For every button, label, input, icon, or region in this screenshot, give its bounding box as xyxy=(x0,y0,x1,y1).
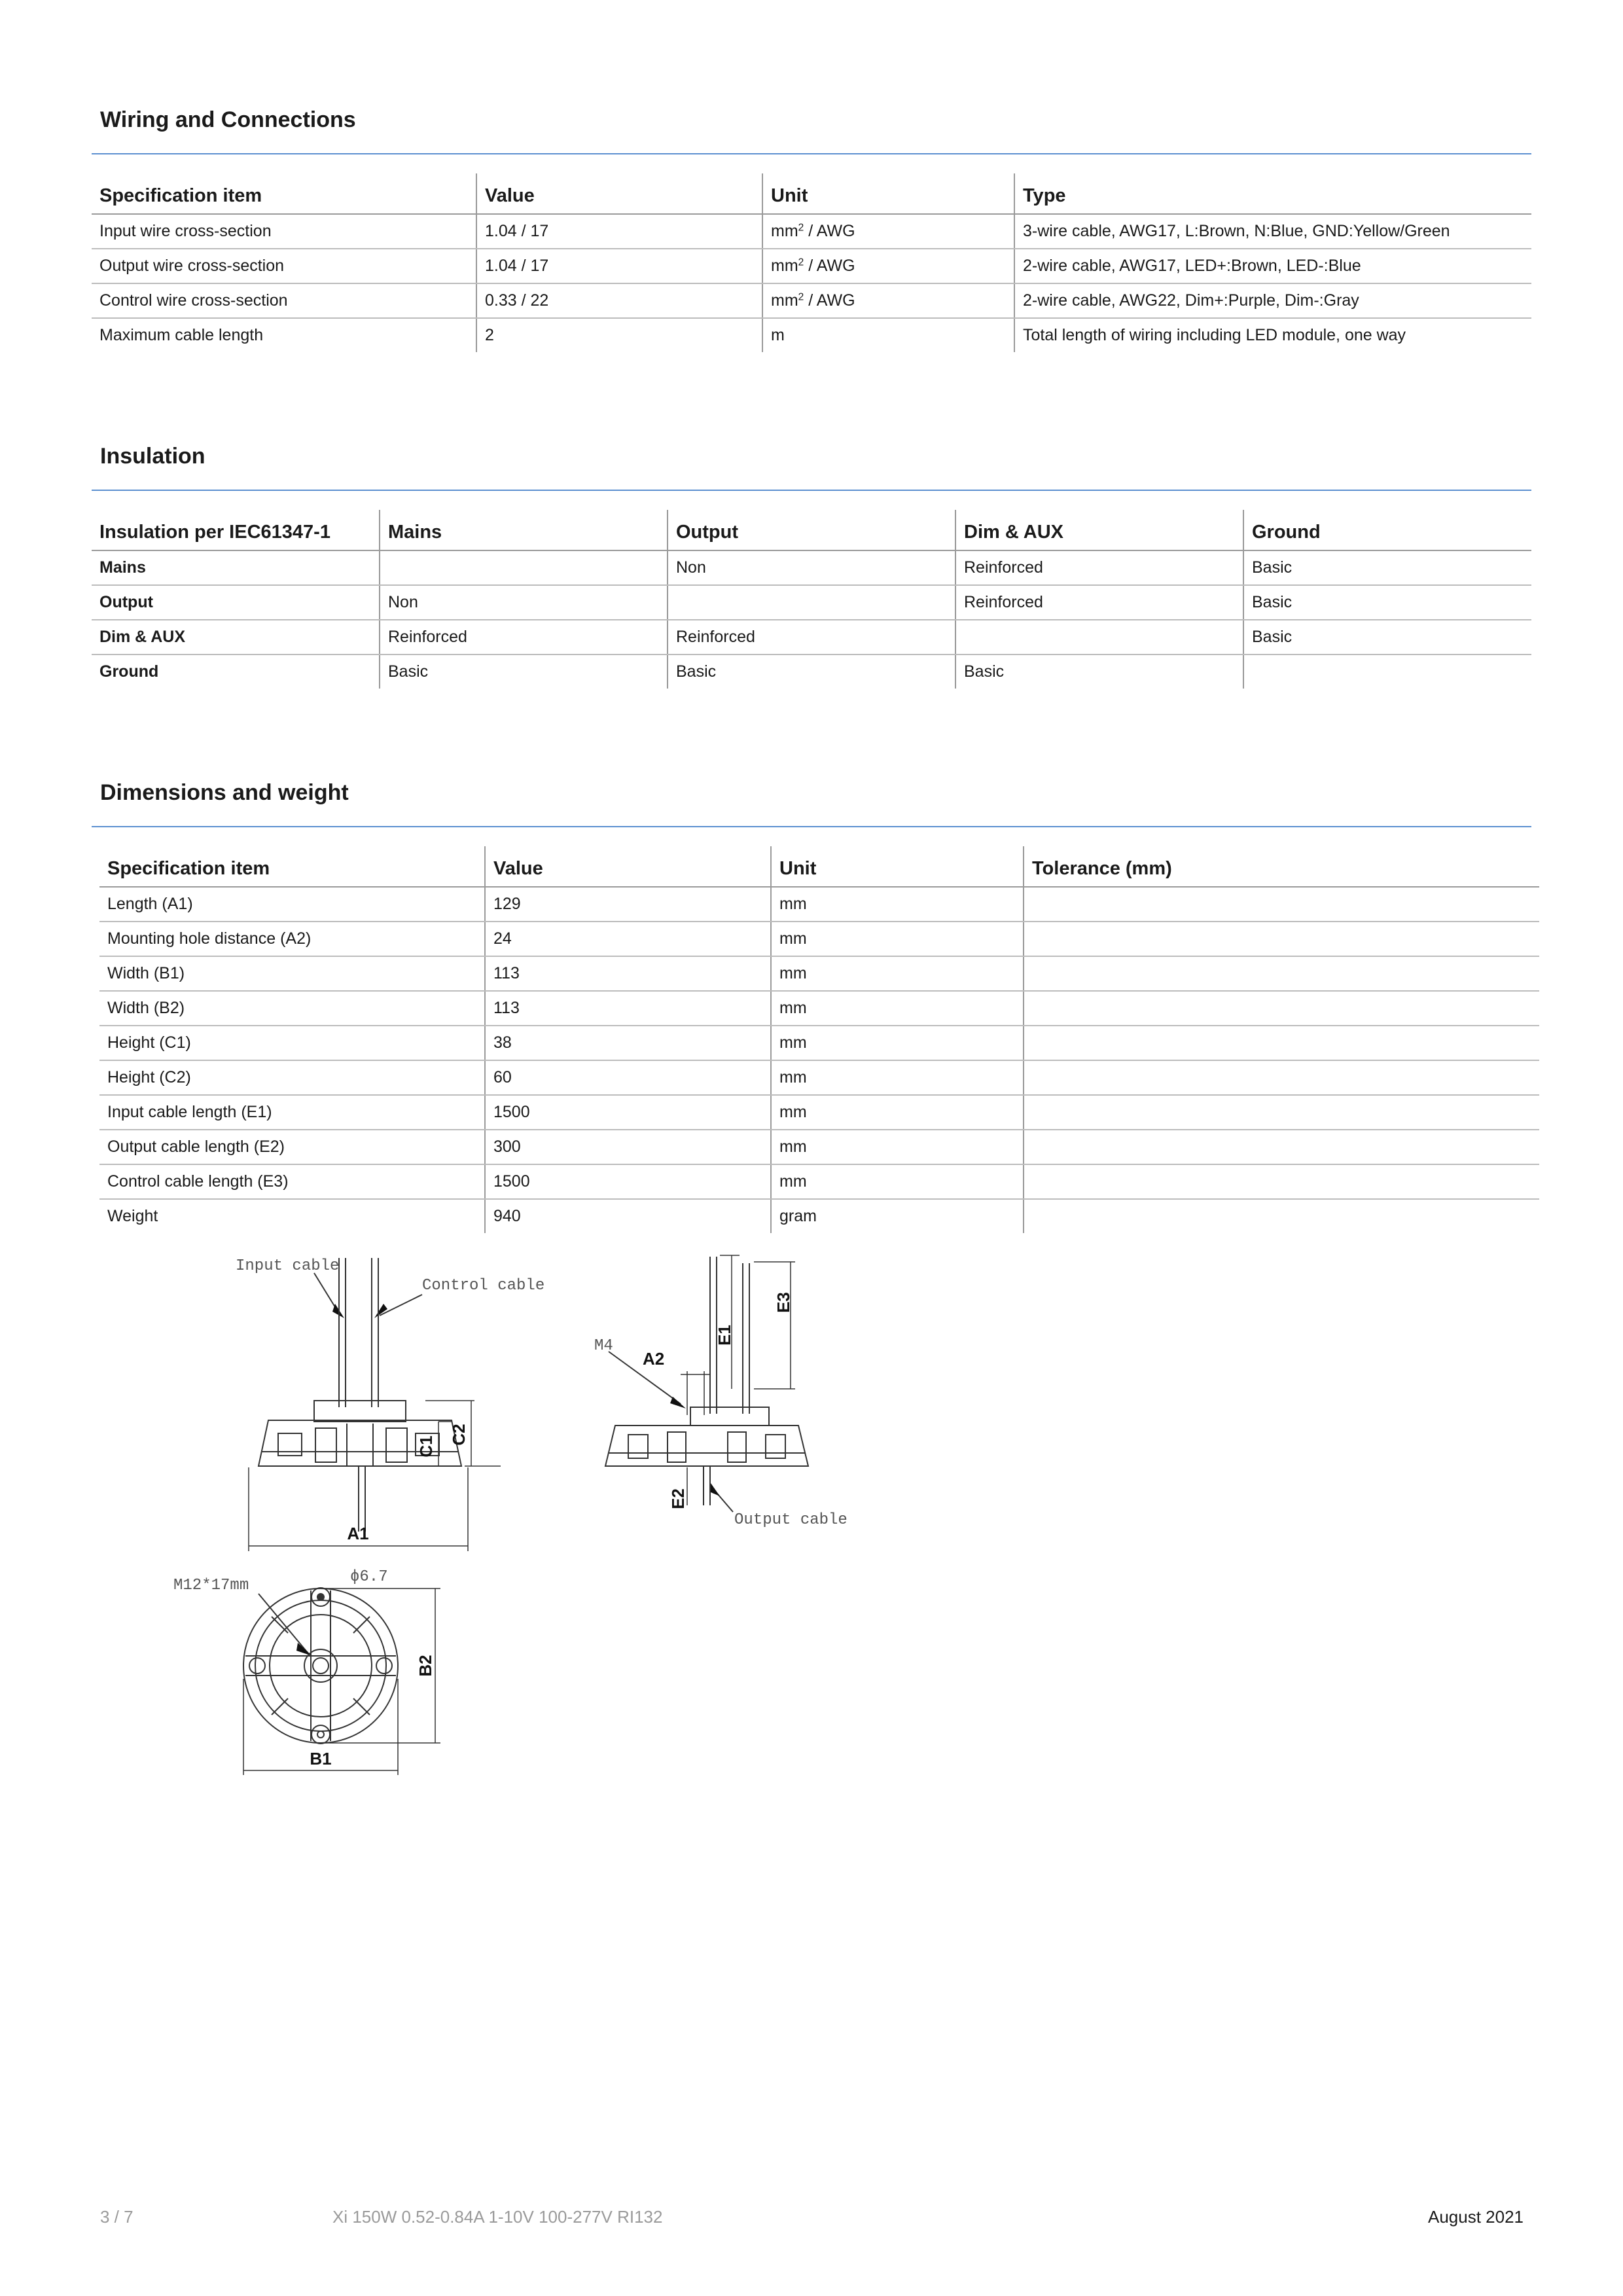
table-row xyxy=(99,1095,1539,1130)
table-cell: Mounting hole distance (A2) xyxy=(99,922,485,956)
table-cell: Input cable length (E1) xyxy=(99,1095,485,1130)
table-cell: Reinforced xyxy=(955,550,1243,585)
table-cell: $mm^2$ / AWG xyxy=(762,249,1014,283)
side-view-drawing xyxy=(164,1244,556,1558)
table-cell xyxy=(1024,1164,1539,1199)
footer-date: August 2021 xyxy=(1428,2207,1524,2227)
table-cell: 2-wire cable, AWG22, Dim+:Purple, Dim-:Gray xyxy=(1014,283,1531,318)
dim-a1-label: A1 xyxy=(347,1524,369,1543)
table-cell: Basic xyxy=(668,655,955,689)
table-cell: 24 xyxy=(485,922,771,956)
table-cell: 940 xyxy=(485,1199,771,1233)
table-cell: m xyxy=(762,318,1014,352)
table-cell xyxy=(1024,956,1539,991)
table-header-row xyxy=(99,846,1539,887)
table-cell: 113 xyxy=(485,991,771,1026)
table-header-row xyxy=(92,510,1531,550)
table-cell: mm xyxy=(771,1026,1024,1060)
row-header: Mains xyxy=(92,550,380,585)
footer-page-number: 3 / 7 xyxy=(100,2207,134,2227)
column-header: Unit xyxy=(762,173,1014,214)
dimensions-table xyxy=(99,846,1539,1233)
table-cell: Non xyxy=(668,550,955,585)
table-cell: mm xyxy=(771,1095,1024,1130)
table-cell: mm xyxy=(771,922,1024,956)
table-cell: Basic xyxy=(955,655,1243,689)
table-cell: gram xyxy=(771,1199,1024,1233)
table-cell: Basic xyxy=(380,655,668,689)
table-cell: 2 xyxy=(476,318,762,352)
table-cell: $mm^2$ / AWG xyxy=(762,214,1014,249)
hole-label: ϕ6.7 xyxy=(350,1568,388,1586)
table-cell: 1.04 / 17 xyxy=(476,249,762,283)
m4-label: M4 xyxy=(594,1337,613,1355)
insulation-table xyxy=(92,510,1531,689)
table-row xyxy=(99,956,1539,991)
table-cell: Output cable length (E2) xyxy=(99,1130,485,1164)
table-cell: Maximum cable length xyxy=(99,326,264,344)
column-header: Insulation per IEC61347-1 xyxy=(92,510,380,550)
table-row xyxy=(99,1199,1539,1233)
table-cell: $mm^2$ / AWG xyxy=(762,283,1014,318)
control-cable-label: Control cable xyxy=(422,1277,545,1295)
column-header: Value xyxy=(476,173,762,214)
table-cell: Height (C2) xyxy=(99,1060,485,1095)
table-cell xyxy=(1243,655,1531,689)
table-cell: Output wire cross-section xyxy=(92,249,476,283)
dim-c1-label: C1 xyxy=(416,1435,436,1458)
column-header: Tolerance (mm) xyxy=(1024,846,1539,887)
column-header: Ground xyxy=(1243,510,1531,550)
table-cell: Reinforced xyxy=(955,585,1243,620)
column-header: Specification item xyxy=(99,846,485,887)
table-row xyxy=(92,249,1531,283)
table-cell: Width (B1) xyxy=(99,956,485,991)
dim-b2-label: B2 xyxy=(416,1655,435,1677)
table-cell xyxy=(668,585,955,620)
table-cell: 3-wire cable, AWG17, L:Brown, N:Blue, GND:Yellow/Green xyxy=(1014,214,1531,249)
table-cell: Reinforced xyxy=(668,620,955,655)
table-row xyxy=(92,283,1531,318)
column-header: Mains xyxy=(380,510,668,550)
table-cell: Non xyxy=(380,585,668,620)
table-cell: Control cable length (E3) xyxy=(99,1164,485,1199)
table-cell: 1.04 / 17 xyxy=(476,214,762,249)
table-cell xyxy=(955,620,1243,655)
dim-b1-label: B1 xyxy=(310,1749,332,1768)
section-title-dimensions: Dimensions and weight xyxy=(100,780,349,805)
footer-product-name: Xi 150W 0.52-0.84A 1-10V 100-277V RI132 xyxy=(332,2207,663,2227)
section-rule xyxy=(92,826,1531,827)
table-cell: Reinforced xyxy=(380,620,668,655)
table-cell xyxy=(1024,922,1539,956)
table-cell: mm xyxy=(771,1060,1024,1095)
table-row xyxy=(99,922,1539,956)
table-cell xyxy=(1024,887,1539,922)
column-header: Value xyxy=(485,846,771,887)
table-cell xyxy=(1024,1060,1539,1095)
table-cell: 2-wire cable, AWG17, LED+:Brown, LED-:Blue xyxy=(1014,249,1531,283)
dim-e3-label: E3 xyxy=(774,1292,793,1313)
table-cell: Weight xyxy=(107,1207,158,1225)
dim-a2-label: A2 xyxy=(643,1349,665,1369)
column-header: Unit xyxy=(771,846,1024,887)
table-cell: 1500 xyxy=(485,1095,771,1130)
thread-label: M12*17mm xyxy=(173,1577,249,1594)
table-cell: Control wire cross-section xyxy=(92,283,476,318)
column-header: Dim & AUX xyxy=(955,510,1243,550)
table-cell: 300 xyxy=(485,1130,771,1164)
table-row xyxy=(99,1026,1539,1060)
table-cell: Basic xyxy=(1243,585,1531,620)
section-title-insulation: Insulation xyxy=(100,444,205,469)
table-cell: 0.33 / 22 xyxy=(476,283,762,318)
section-rule xyxy=(92,153,1531,154)
row-header: Output xyxy=(92,585,380,620)
table-cell xyxy=(1024,1199,1539,1233)
column-header: Specification item xyxy=(92,173,476,214)
table-cell xyxy=(1024,991,1539,1026)
table-cell: Basic xyxy=(1243,620,1531,655)
table-cell: 1500 xyxy=(485,1164,771,1199)
dim-e1-label: E1 xyxy=(715,1325,734,1346)
table-cell: Length (A1) xyxy=(99,887,485,922)
dim-c2-label: C2 xyxy=(449,1424,469,1446)
table-row xyxy=(92,655,1531,689)
table-cell xyxy=(1024,1026,1539,1060)
front-view-drawing xyxy=(582,1244,870,1558)
table-row xyxy=(92,620,1531,655)
table-cell: mm xyxy=(771,956,1024,991)
table-cell: 129 xyxy=(485,887,771,922)
table-cell: Input wire cross-section xyxy=(92,214,476,249)
table-header-row xyxy=(92,173,1531,214)
table-row xyxy=(99,1164,1539,1199)
dim-e2-label: E2 xyxy=(668,1488,688,1509)
table-row xyxy=(92,214,1531,249)
table-row xyxy=(99,991,1539,1026)
row-header: Ground xyxy=(99,662,159,681)
table-cell: 38 xyxy=(485,1026,771,1060)
top-view-drawing xyxy=(167,1564,468,1787)
output-cable-label: Output cable xyxy=(734,1511,847,1529)
table-row xyxy=(99,1130,1539,1164)
table-row xyxy=(92,318,1531,352)
row-header: Dim & AUX xyxy=(92,620,380,655)
table-cell: 113 xyxy=(485,956,771,991)
input-cable-label: Input cable xyxy=(236,1257,340,1275)
table-cell: 60 xyxy=(485,1060,771,1095)
section-title-wiring: Wiring and Connections xyxy=(100,107,356,132)
column-header: Output xyxy=(668,510,955,550)
table-cell: mm xyxy=(771,1130,1024,1164)
table-cell: Basic xyxy=(1243,550,1531,585)
table-row xyxy=(99,1060,1539,1095)
table-cell: mm xyxy=(771,991,1024,1026)
table-cell: Height (C1) xyxy=(99,1026,485,1060)
table-cell: mm xyxy=(771,1164,1024,1199)
table-cell: Total length of wiring including LED module, one way xyxy=(1014,318,1531,352)
table-cell xyxy=(1024,1095,1539,1130)
table-cell xyxy=(1024,1130,1539,1164)
table-row xyxy=(92,550,1531,585)
table-row xyxy=(92,585,1531,620)
table-cell: Width (B2) xyxy=(99,991,485,1026)
column-header: Type xyxy=(1014,173,1531,214)
table-cell: mm xyxy=(771,887,1024,922)
wiring-table xyxy=(92,173,1531,352)
table-cell xyxy=(380,550,668,585)
section-rule xyxy=(92,490,1531,491)
table-row xyxy=(99,887,1539,922)
